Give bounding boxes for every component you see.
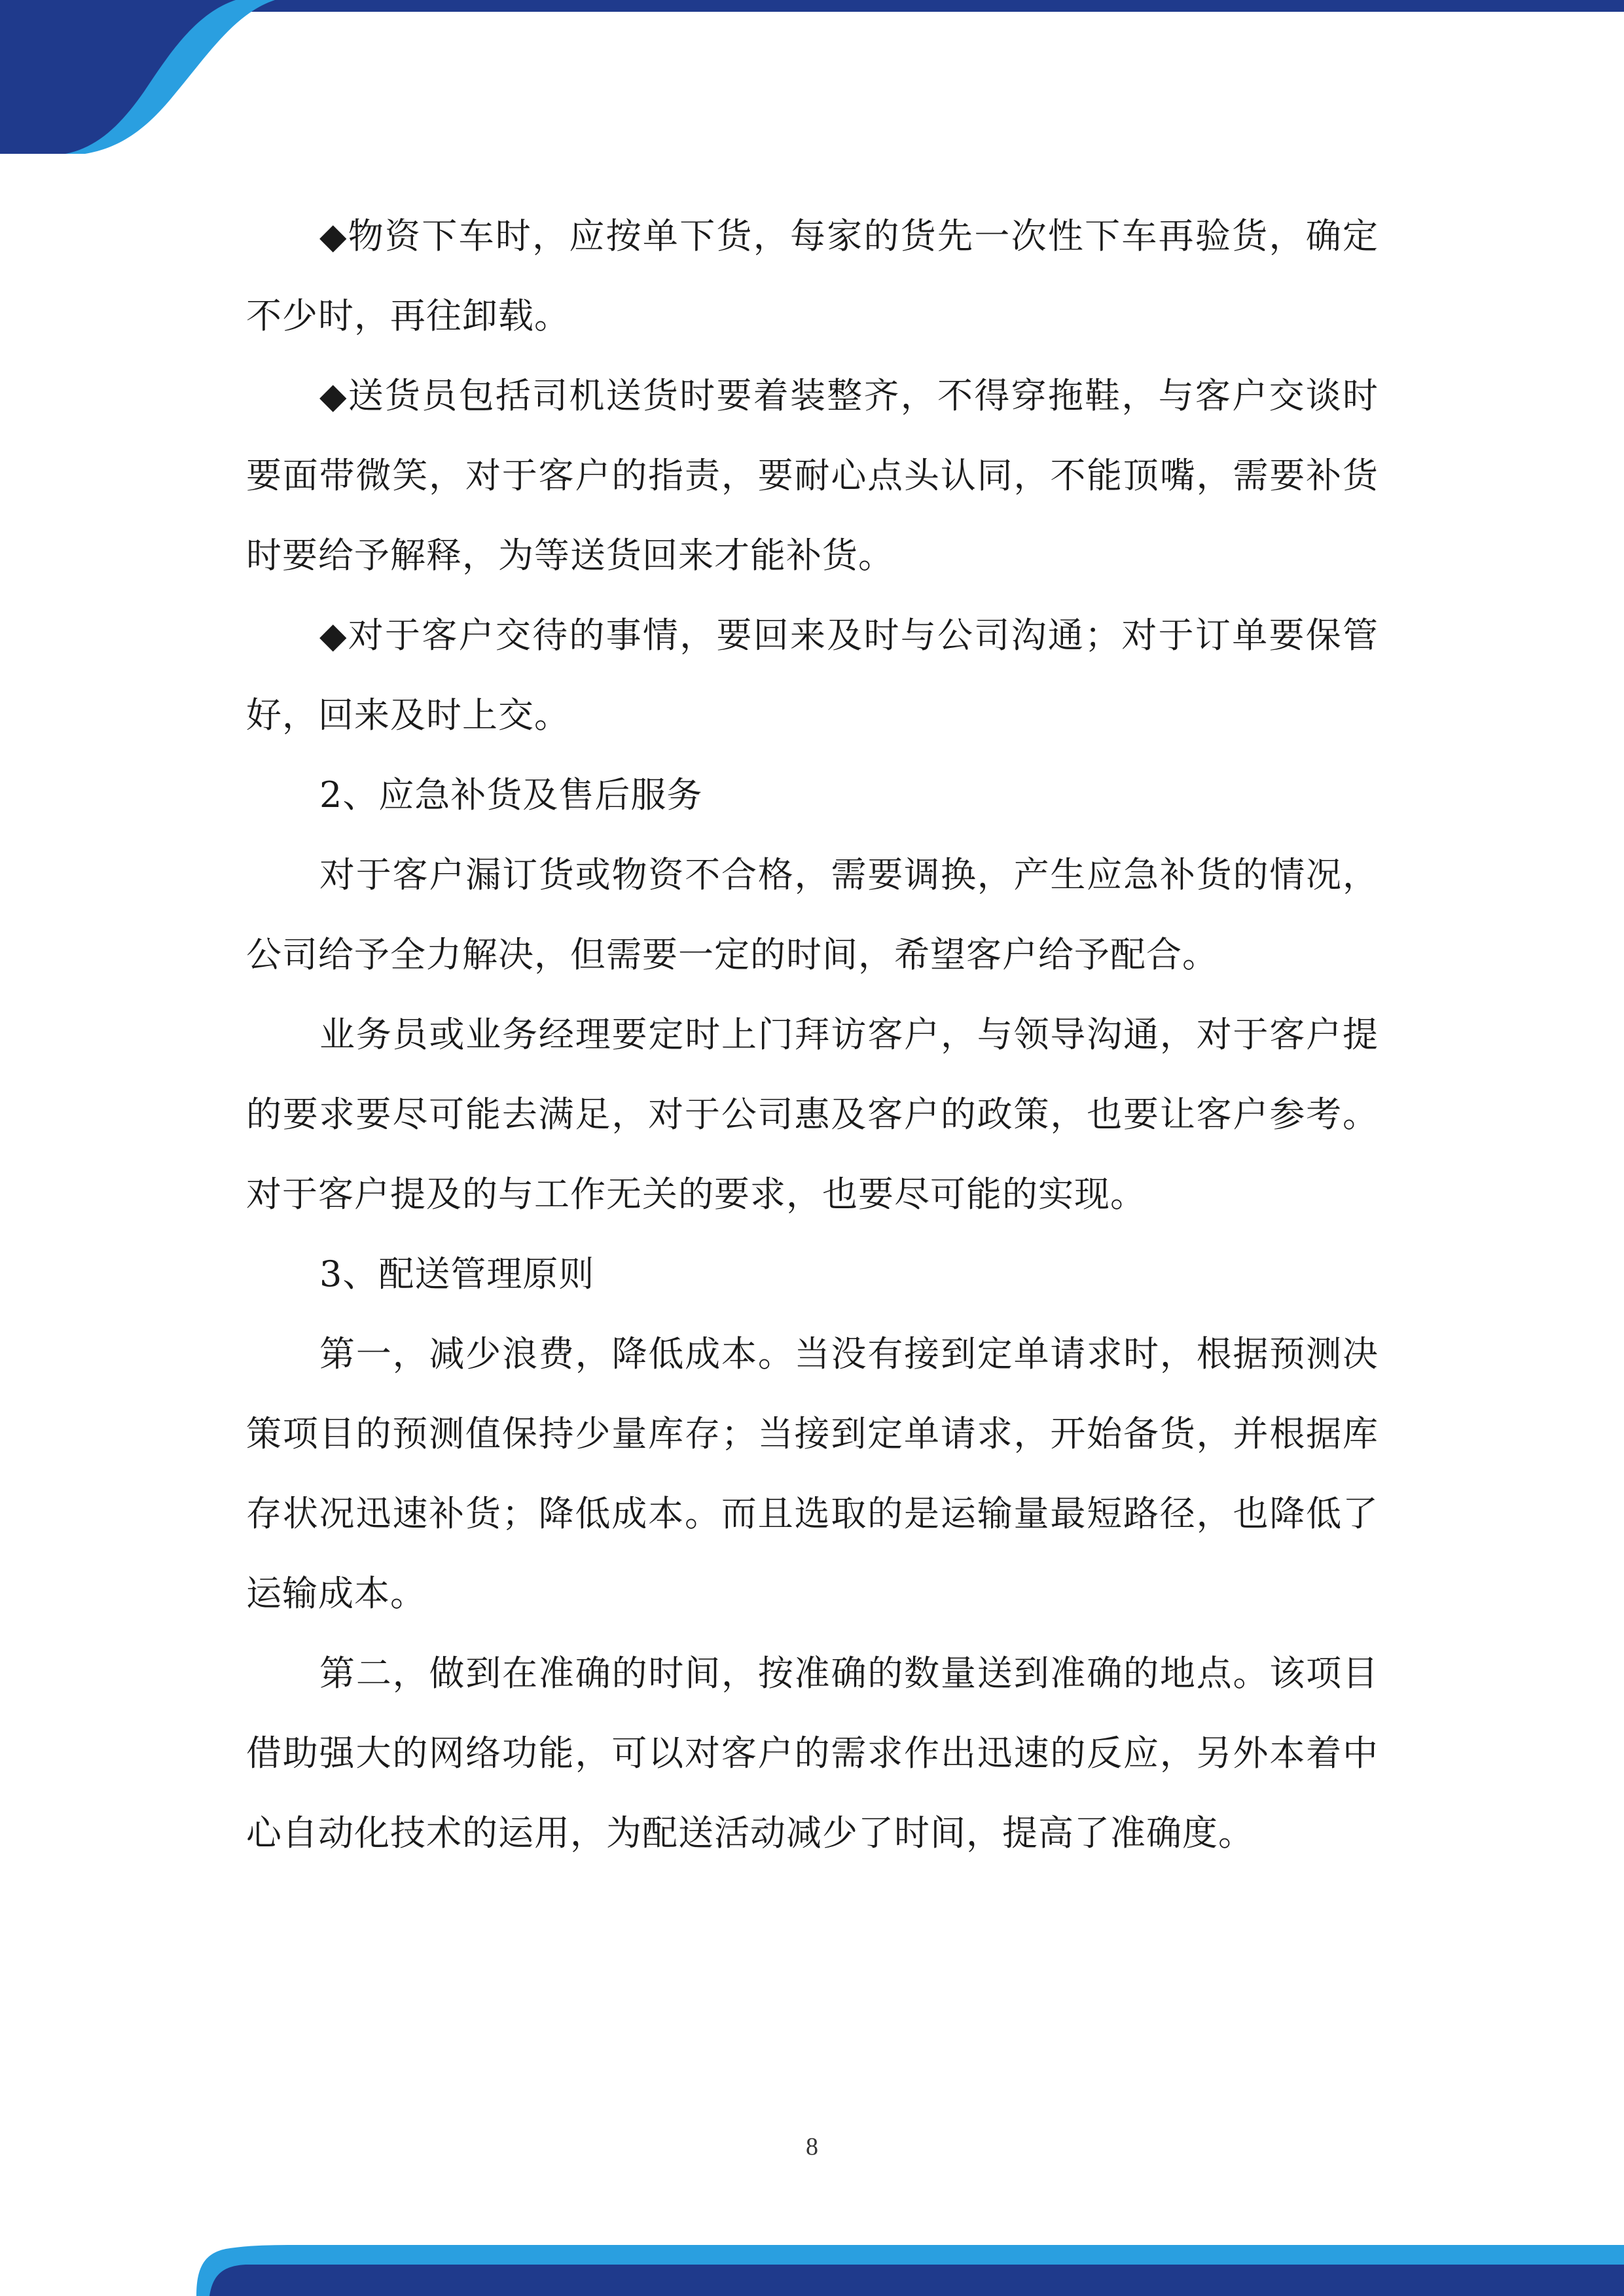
paragraph-customer-matters: ◆对于客户交待的事情，要回来及时与公司沟通；对于订单要保管好，回来及时上交。: [246, 615, 1379, 736]
bottom-light-blue-band: [196, 2245, 1624, 2296]
document-body: [246, 196, 1379, 1873]
page-number: 8: [806, 2133, 818, 2161]
section-heading-emergency-replenishment: 2、应急补货及售后服务: [319, 774, 703, 816]
paragraph-customer-visits: 业务员或业务经理要定时上门拜访客户，与领导沟通，对于客户提的要求要尽可能去满足，对于公司惠及客户的政策，也要让客户参考。对于客户提及的与工作无关的要求，也要尽可能的实现。: [246, 1014, 1379, 1215]
top-header-decoration: [0, 0, 1624, 157]
bottom-dark-blue-band: [209, 2265, 1624, 2296]
top-blue-bar: [0, 0, 1624, 12]
section-heading-delivery-principles: 3、配送管理原则: [319, 1253, 595, 1295]
paragraph-principle-one: 第一，减少浪费，降低成本。当没有接到定单请求时，根据预测决策项目的预测值保持少量库存；当接到定单请求，开始备货，并根据库存状况迅速补货；降低成本。而且选取的是运输量最短路径，也降低了运输成本。: [246, 1333, 1379, 1614]
paragraph-unloading: ◆物资下车时，应按单下货，每家的货先一次性下车再验货，确定不少时，再往卸载。: [246, 215, 1379, 336]
top-dark-blue-swoosh: [0, 0, 236, 154]
paragraph-delivery-staff: ◆送货员包括司机送货时要着装整齐，不得穿拖鞋，与客户交谈时要面带微笑，对于客户的指责，要耐心点头认同，不能顶嘴，需要补货时要给予解释，为等送货回来才能补货。: [246, 375, 1379, 576]
paragraph-emergency-replenishment: 对于客户漏订货或物资不合格，需要调换，产生应急补货的情况，公司给予全力解决，但需要一定的时间，希望客户给予配合。: [246, 854, 1379, 975]
top-light-blue-swoosh: [0, 0, 275, 154]
bottom-footer-decoration: [0, 2198, 1624, 2296]
paragraph-principle-two: 第二，做到在准确的时间，按准确的数量送到准确的地点。该项目借助强大的网络功能，可以对客户的需求作出迅速的反应，另外本着中心自动化技术的运用，为配送活动减少了时间，提高了准确度。: [246, 1653, 1379, 1854]
